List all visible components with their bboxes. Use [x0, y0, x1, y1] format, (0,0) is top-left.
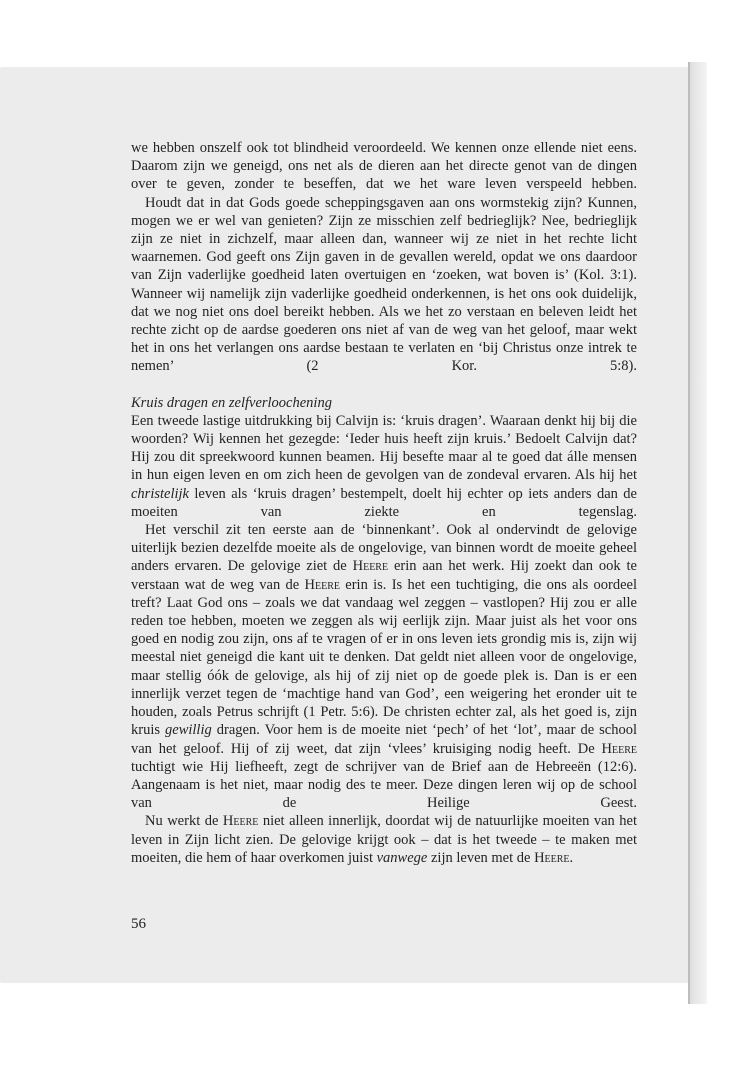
section-heading: Kruis dragen en zelfverloochening	[131, 394, 332, 411]
paragraph-3: Een tweede lastige uitdrukking bij Calvijn is: ‘kruis dragen’. Waaraan denkt hij bij die woorden? Wij kennen het gezegde: ‘Ieder huis heeft zijn kruis.’ Bedoelt Calvijn dat? Hij zou dit spreekwoord kunnen beamen. Hij besefte maar al te goed dat álle mensen in hun eigen leven en om zich heen de gevolgen van de zondeval ervaren. Als hij het christelijk leven als ‘kruis dragen’ bestempelt, doelt hij echter op iets anders dan de moeiten van ziekte en tegenslag.	[131, 412, 637, 520]
page-number: 56	[131, 916, 146, 932]
page-edge	[688, 62, 707, 1004]
paragraph-2: Houdt dat in dat Gods goede scheppingsgaven aan ons wormstekig zijn? Kunnen, mogen we er wel van genieten? Zijn ze misschien zelf bedrieglijk? Nee, bedrieglijk zijn ze niet in zichzelf, maar alleen dan, wanneer wij ze niet in het rechte licht waarnemen. God geeft ons Zijn gaven in de gevallen wereld, opdat we ons daardoor van Zijn vaderlijke goedheid laten overtuigen en ‘zoeken, wat boven is’ (Kol. 3:1). Wanneer wij namelijk zijn vaderlijke goedheid onderkennen, is het ons ook duidelijk, dat we nog niet ons doel bereikt hebben. Als we het zo verstaan en beleven leidt het rechte zicht op de aardse goederen ons niet af van de weg van het geloof, maar wekt het in ons het verlangen ons aardse bestaan te verlaten en ‘bij Christus onze intrek te nemen’ (2 Kor. 5:8).	[131, 194, 637, 375]
paragraph-5: Nu werkt de Heere niet alleen innerlijk, doordat wij de natuurlijke moeiten van het leven in Zijn licht zien. De gelovige krijgt ook – dat is het tweede – te maken met moeiten, die hem of haar overkomen juist vanwege zijn leven met de Heere.	[131, 813, 638, 866]
paragraph-4: Het verschil zit ten eerste aan de ‘binnenkant’. Ook al ondervindt de gelovige uiterlijk bezien dezelfde moeite als de ongelovige, van binnen wordt de moeite geheel anders ervaren. De gelovige ziet de Heere erin aan het werk. Hij zoekt dan ook te verstaan wat de weg van de Heere erin is. Is het een tuchtiging, die ons als oordeel treft? Laat God ons – zoals we dat vandaag wel zeggen – vastlopen? Hij zou er alle reden toe hebben, moeten we zeggen als wij eerlijk zijn. Maar juist als het voor ons goed en nodig zou zijn, ons af te vragen of er in ons leven iets grondig mis is, zijn wij meestal niet geneigd die kant uit te denken. Dat geldt niet alleen voor de ongelovige, maar stellig óók de gelovige, als hij of zij niet op de goede plek is. Dan is er een innerlijk verzet tegen de ‘machtige hand van God’, een weigering het eronder uit te houden, zoals Petrus schrijft (1 Petr. 5:6). De christen echter zal, als het goed is, zijn kruis gewillig dragen. Voor hem is de moeite niet ‘pech’ of het ‘lot’, maar de school van het geloof. Hij of zij weet, dat zijn ‘vlees’ kruisiging nodig heeft. De Heere tuchtigt wie Hij liefheeft, zegt de schrijver van de Brief aan de Hebreeën (12:6). Aangenaam is het niet, maar nodig des te meer. Deze dingen leren wij op de school van de Heilige Geest.	[131, 522, 638, 812]
body-text	[131, 139, 637, 867]
page-edge-line	[688, 62, 690, 1004]
paragraph-1: we hebben onszelf ook tot blindheid veroordeeld. We kennen onze ellende niet eens. Daarom zijn we geneigd, ons net als de dieren aan het directe genot van de dingen over te geven, zonder te beseffen, dat we het ware leven verspeeld hebben.	[131, 140, 637, 193]
